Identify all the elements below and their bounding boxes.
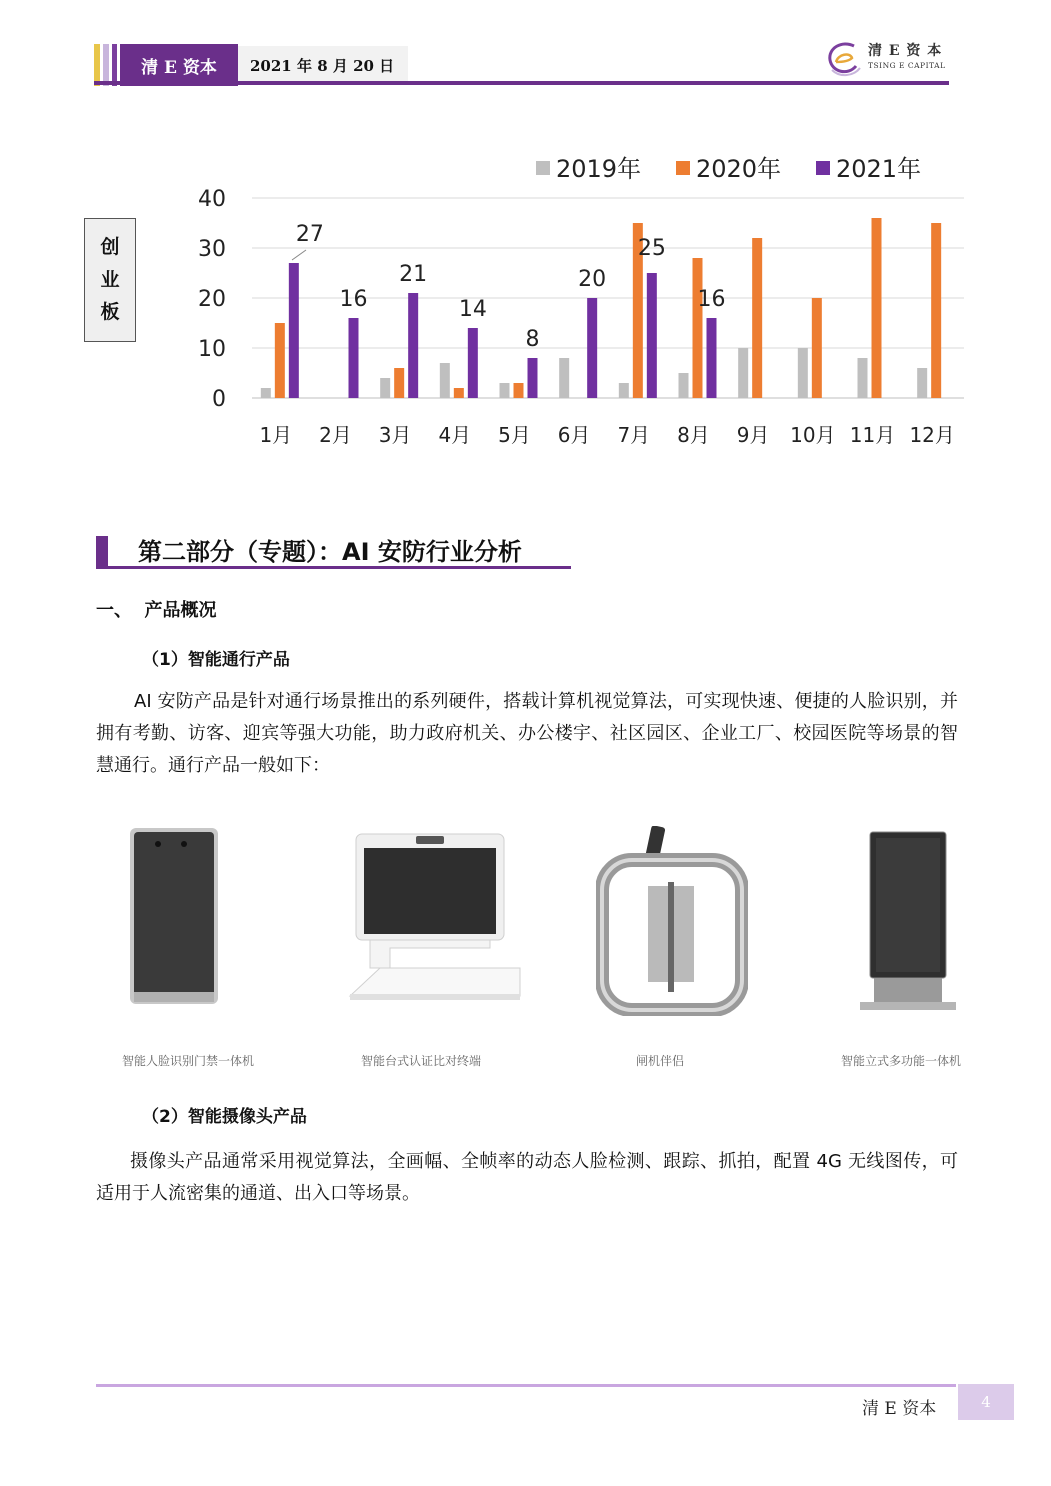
header-accent-bar bbox=[94, 44, 100, 86]
caption-standing-kiosk: 智能立式多功能一体机 bbox=[840, 1054, 961, 1068]
bar-2019年 bbox=[798, 348, 808, 398]
bar-2019年 bbox=[380, 378, 390, 398]
bar-2019年 bbox=[500, 383, 510, 398]
header-accent-bar bbox=[112, 44, 117, 86]
data-label: 16 bbox=[697, 287, 726, 312]
heading-product-overview: 一、 产品概况 bbox=[96, 600, 217, 621]
y-tick-label: 40 bbox=[198, 187, 226, 212]
side-label-char: 创 bbox=[100, 235, 120, 258]
bar-2020年 bbox=[454, 388, 464, 398]
product-image-gate-companion bbox=[596, 826, 748, 1016]
legend-swatch bbox=[536, 161, 550, 175]
product-image-desktop-terminal bbox=[330, 828, 530, 1018]
standing-kiosk-icon bbox=[856, 830, 960, 1016]
header-rule bbox=[94, 81, 949, 85]
bar-2019年 bbox=[619, 383, 629, 398]
chart-container bbox=[84, 150, 964, 460]
bar-2021年 bbox=[289, 263, 299, 398]
legend-swatch bbox=[676, 161, 690, 175]
y-tick-label: 10 bbox=[198, 337, 226, 362]
bar-2020年 bbox=[394, 368, 404, 398]
data-label: 8 bbox=[525, 327, 540, 352]
legend-label: 2020年 bbox=[696, 155, 782, 183]
footer-rule bbox=[96, 1384, 956, 1387]
y-tick-label: 20 bbox=[198, 287, 226, 312]
header-date: 2021 年 8 月 20 日 bbox=[238, 46, 408, 84]
footer-brand: 清 E 资本 bbox=[862, 1399, 937, 1419]
logo-swirl-icon bbox=[824, 40, 866, 80]
subheading-camera-products: （2）智能摄像头产品 bbox=[142, 1107, 307, 1127]
section-marker bbox=[96, 536, 108, 566]
section-title: 第二部分（专题）：AI 安防行业分析 bbox=[138, 538, 522, 566]
x-tick-label: 9月 bbox=[736, 423, 770, 447]
data-label-leader bbox=[292, 250, 306, 260]
x-tick-label: 3月 bbox=[378, 423, 412, 447]
caption-face-terminal: 智能人脸识别门禁一体机 bbox=[121, 1054, 254, 1068]
section-underline bbox=[96, 566, 571, 569]
y-tick-label: 0 bbox=[212, 387, 226, 412]
x-tick-label: 1月 bbox=[259, 423, 293, 447]
section-heading bbox=[96, 536, 571, 570]
data-label: 21 bbox=[399, 262, 428, 287]
bar-2021年 bbox=[647, 273, 657, 398]
bar-2019年 bbox=[738, 348, 748, 398]
logo-cn-text: 清 E 资 本 bbox=[868, 43, 943, 59]
x-tick-label: 5月 bbox=[498, 423, 531, 447]
subheading-access-products: （1）智能通行产品 bbox=[142, 650, 290, 670]
side-label-char: 业 bbox=[100, 268, 120, 291]
x-tick-label: 10月 bbox=[790, 423, 836, 447]
bar-2019年 bbox=[917, 368, 927, 398]
bar-2021年 bbox=[528, 358, 538, 398]
caption-desktop-terminal: 智能台式认证比对终端 bbox=[360, 1054, 481, 1068]
desktop-verification-terminal-icon bbox=[330, 828, 530, 1018]
bar-2021年 bbox=[468, 328, 478, 398]
bar-2020年 bbox=[693, 258, 703, 398]
data-label: 27 bbox=[295, 222, 324, 247]
data-label: 25 bbox=[637, 236, 666, 261]
paragraph-access-products: AI 安防产品是针对通行场景推出的系列硬件，搭载计算机视觉算法，可实现快速、便捷的人脸识别，并拥有考勤、访客、迎宾等强大功能，助力政府机关、办公楼宇、社区园区、企业工厂、校园医院等场景的智慧通行。通行产品一般如下： bbox=[96, 691, 958, 776]
face-recognition-terminal-icon bbox=[128, 826, 220, 1006]
x-tick-label: 4月 bbox=[438, 423, 472, 447]
bar-2021年 bbox=[408, 293, 418, 398]
header-brand: 清 E 资本 bbox=[120, 44, 238, 86]
bar-2019年 bbox=[679, 373, 689, 398]
caption-gate-companion: 闸机伴侣 bbox=[635, 1054, 684, 1068]
bar-2020年 bbox=[514, 383, 524, 398]
x-tick-label: 7月 bbox=[617, 423, 651, 447]
bar-2019年 bbox=[440, 363, 450, 398]
bar-2020年 bbox=[872, 218, 882, 398]
y-tick-label: 30 bbox=[198, 237, 226, 262]
bar-2020年 bbox=[752, 238, 762, 398]
bar-2020年 bbox=[275, 323, 285, 398]
page-number: 4 bbox=[958, 1384, 1014, 1420]
company-logo bbox=[824, 40, 949, 78]
paragraph-camera-products: 摄像头产品通常采用视觉算法，全画幅、全帧率的动态人脸检测、跟踪、抓拍，配置 4G 无线图传，可适用于人流密集的通道、出入口等场景。 bbox=[96, 1151, 958, 1204]
product-image-standing-kiosk bbox=[856, 830, 960, 1016]
data-label: 20 bbox=[578, 267, 607, 292]
x-tick-label: 8月 bbox=[677, 423, 710, 447]
legend-label: 2019年 bbox=[556, 155, 642, 183]
logo-en-text: TSING E CAPITAL bbox=[868, 61, 946, 70]
bar-2021年 bbox=[349, 318, 359, 398]
bar-2020年 bbox=[812, 298, 822, 398]
legend-swatch bbox=[816, 161, 830, 175]
page-header bbox=[94, 44, 949, 88]
bar-2019年 bbox=[559, 358, 569, 398]
x-tick-label: 6月 bbox=[557, 423, 591, 447]
x-tick-label: 2月 bbox=[319, 423, 352, 447]
bar-2021年 bbox=[707, 318, 717, 398]
bar-2021年 bbox=[587, 298, 597, 398]
x-tick-label: 12月 bbox=[909, 423, 955, 447]
data-label: 14 bbox=[458, 297, 487, 322]
x-tick-label: 11月 bbox=[849, 423, 896, 447]
header-accent-bar bbox=[103, 44, 109, 86]
bar-2019年 bbox=[858, 358, 868, 398]
bar-chart bbox=[84, 150, 964, 460]
gate-companion-icon bbox=[596, 826, 748, 1016]
bar-2020年 bbox=[931, 223, 941, 398]
data-label: 16 bbox=[339, 287, 368, 312]
legend-label: 2021年 bbox=[836, 155, 922, 183]
side-label-char: 板 bbox=[100, 301, 120, 324]
bar-2019年 bbox=[261, 388, 271, 398]
product-image-face-terminal bbox=[128, 826, 220, 1006]
